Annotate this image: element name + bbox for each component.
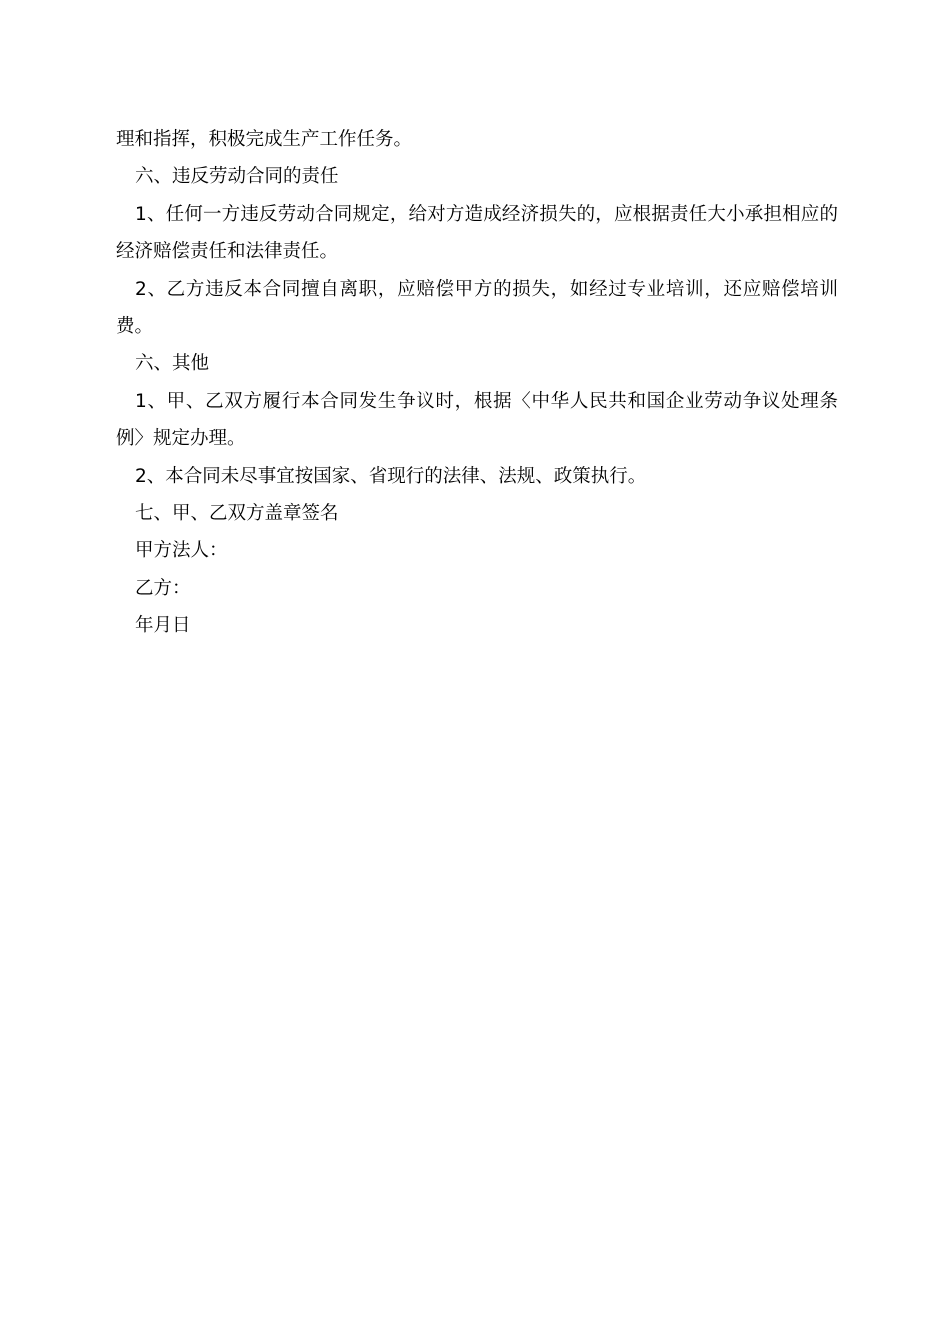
clause-unresolved-matters: 2、本合同未尽事宜按国家、省现行的法律、法规、政策执行。 [135, 465, 647, 487]
document-body [116, 121, 838, 645]
clause-dispute-resolution: 1、甲、乙双方履行本合同发生争议时，根据〈中华人民共和国企业劳动争议处理条例〉规定办理。 [116, 390, 838, 450]
section-heading-other: 六、其他 [135, 353, 210, 375]
section-heading-breach-liability: 六、违反劳动合同的责任 [135, 166, 339, 188]
signature-party-a: 甲方法人： [135, 540, 228, 562]
section-heading-signatures: 七、甲、乙双方盖章签名 [135, 503, 339, 525]
signature-date: 年月日 [135, 615, 191, 637]
paragraph-continuation: 理和指挥，积极完成生产工作任务。 [116, 129, 413, 150]
signature-party-b: 乙方： [135, 577, 191, 599]
clause-resignation-compensation: 2、乙方违反本合同擅自离职，应赔偿甲方的损失，如经过专业培训，还应赔偿培训费。 [116, 278, 838, 338]
clause-breach-compensation: 1、任何一方违反劳动合同规定，给对方造成经济损失的，应根据责任大小承担相应的经济赔偿责任和法律责任。 [116, 203, 838, 263]
